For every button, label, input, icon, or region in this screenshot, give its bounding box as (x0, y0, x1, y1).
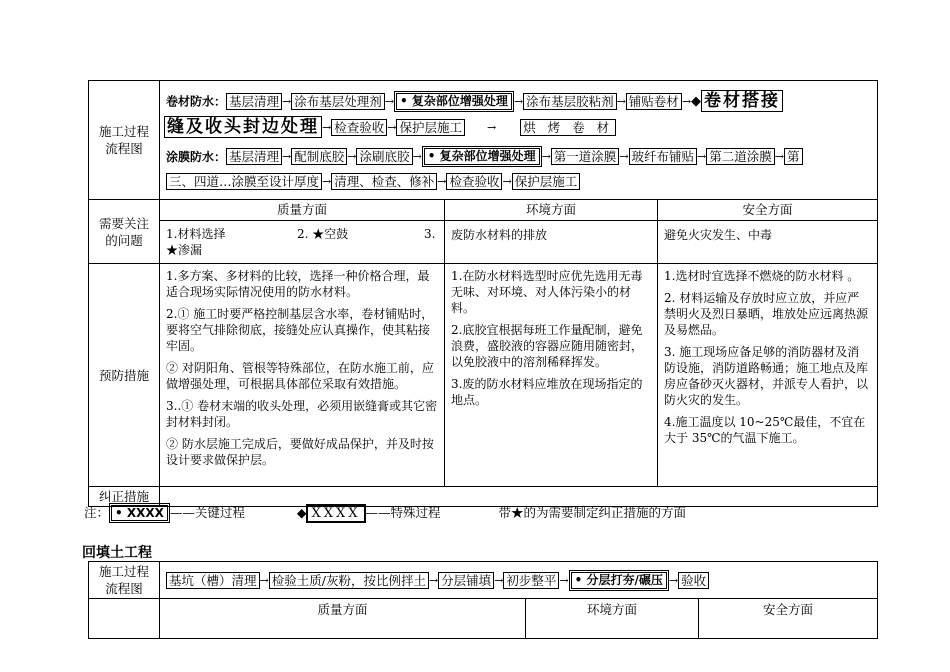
arrow-icon: → (541, 150, 551, 163)
flow-step: 清理、检查、修补 (331, 173, 437, 190)
arrow-icon: → (282, 94, 292, 108)
waterproof-table (88, 80, 878, 507)
flow-step: 基层清理 (226, 148, 282, 165)
film-flow-row (166, 146, 803, 166)
arrow-icon: → (774, 150, 784, 163)
backfill-environment-header: 环境方面 (526, 599, 699, 639)
flow-step: 涂布基层胶粘剂 (523, 93, 617, 110)
backfill-flowchart (160, 562, 878, 599)
flow-step: 涂刷底胶 (356, 148, 412, 165)
arrow-icon: → (259, 573, 269, 587)
flow-step: 分层铺填 (438, 572, 494, 589)
flow-step: 三、四道…涂膜至设计厚度 (166, 173, 322, 190)
concerns-label: 需要关注的问题 (89, 200, 160, 264)
flow-label: 施工过程流程图 (89, 81, 160, 200)
quality-header: 质量方面 (160, 200, 444, 221)
arrow-icon: → (387, 120, 397, 134)
flow-step: 保护层施工 (512, 173, 581, 190)
arrow-icon: → (494, 573, 504, 587)
correction-label: 纠正措施 (89, 487, 160, 507)
arrow-icon: → (619, 150, 629, 163)
flow-step: 基层清理 (226, 93, 282, 110)
backfill-title: 回填土工程 (82, 545, 152, 561)
prevention-item: 3.废的防水材料应堆放在现场指定的地点。 (451, 377, 643, 407)
quality-item: 3. (424, 227, 436, 241)
arrow-icon: → (513, 94, 524, 108)
prevention-item: 1.在防水材料选型时应优先选用无毒无味、对环境、对人体污染小的材料。 (451, 269, 643, 315)
arrow-icon: → (322, 120, 332, 134)
flow-step: 保护层施工 (396, 119, 465, 136)
legend-note (84, 503, 686, 523)
key-process-step: • 分层打夯/碾压 (569, 570, 669, 591)
environment-concern-cell (445, 200, 658, 264)
special-process-legend-box: XXXX (306, 504, 365, 523)
prevention-item: 2.底胶宜根据每班工作量配制，避免浪费，盛胶液的容器应随用随密封，以免胶液中的溶剂稀释挥发。 (451, 323, 644, 369)
quality-item: 2. ★空鼓 (297, 227, 349, 241)
arrow-icon: → (322, 175, 332, 188)
arrow-icon: → (668, 573, 679, 587)
arrow-icon: → (486, 120, 497, 134)
flow-step: 第二道涂膜 (706, 148, 775, 165)
arrow-icon: → (412, 150, 422, 163)
prevention-item: 3..① 卷材末端的收头处理，必须用嵌缝膏或其它密封材料封闭。 (166, 399, 438, 429)
diamond-icon: ◆ (296, 505, 307, 520)
special-process-step: 缝及收头封边处理 (164, 116, 322, 138)
prevention-item: 1.选材时宜选择不燃烧的防水材料 。 (664, 269, 860, 283)
prevention-item: 4.施工温度以 10~25℃最佳，不宜在大于 35℃的气温下施工。 (664, 415, 866, 445)
arrow-icon: → (384, 94, 394, 108)
key-process-legend-box: • XXXX (109, 503, 170, 523)
flow-step: 配制底胶 (291, 148, 347, 165)
quality-item: 1.材料选择 (166, 227, 226, 241)
special-process-step: 卷材搭接 (701, 90, 783, 112)
prevention-item: 2. 材料运输及存放时应立放，并应严禁明火及烈日暴晒，堆放处应远离热源及易燃品。 (664, 291, 869, 337)
backfill-empty-label (89, 599, 160, 639)
prevention-label: 预防措施 (89, 264, 160, 487)
backfill-table (88, 561, 878, 639)
arrow-icon: → (437, 175, 447, 188)
note-prefix: 注： (84, 505, 110, 520)
backfill-safety-header: 安全方面 (699, 599, 878, 639)
star-legend-text: 带★的为需要制定纠正措施的方面 (498, 505, 687, 520)
arrow-icon: → (559, 573, 569, 587)
prevention-item: 3. 施工现场应备足够的消防器材及消防设施，消防道路畅通；施工地点及库房应备砂灭火器材，并派专人看护，以防火灾的发生。 (664, 345, 869, 407)
arrow-icon: → (697, 150, 707, 163)
environment-concern: 废防水材料的排放 (451, 228, 548, 242)
flow-step: 检查验收 (331, 119, 387, 136)
key-process-step: • 复杂部位增强处理 (394, 91, 514, 112)
safety-header: 安全方面 (658, 200, 877, 221)
special-process-legend-text: ——特殊过程 (365, 505, 441, 520)
arrow-icon: → (428, 573, 439, 587)
flow-step: 玻纤布铺贴 (629, 148, 698, 165)
arrow-icon: → (347, 150, 357, 163)
roll-flow-row (166, 90, 783, 110)
flow-step: 检验土质/灰粉，按比例拌土 (269, 572, 429, 589)
prevention-item: 2.① 施工时要严格控制基层含水率，卷材铺贴时，要将空气排除彻底，接缝处应认真操作，使其粘接牢固。 (166, 307, 434, 353)
arrow-icon: → (681, 94, 692, 108)
arrow-icon: → (282, 150, 292, 163)
flow-step: 第 (784, 148, 803, 165)
safety-concern: 避免火灾发生、中毒 (664, 228, 773, 242)
film-category: 涂膜防水： (166, 150, 227, 164)
arrow-icon: → (502, 175, 512, 188)
safety-concern-cell (658, 200, 878, 264)
prevention-environment-cell (445, 264, 658, 487)
flow-step: 基坑（槽）清理 (166, 572, 260, 589)
prevention-item: ② 对阴阳角、管根等特殊部位，在防水施工前，应做增强处理，可根据具体部位采取有效措施。 (166, 361, 434, 391)
prevention-item: 1.多方案、多材料的比较，选择一种价格合理，最适合现场实际情况使用的防水材料。 (166, 269, 430, 299)
flow-step: 检查验收 (446, 173, 502, 190)
diamond-icon: ◆ (691, 93, 702, 109)
prevention-safety-cell (658, 264, 878, 487)
backfill-flow-label: 施工过程流程图 (89, 562, 160, 599)
film-flow-row-2 (166, 173, 580, 193)
flowchart-area (160, 81, 878, 200)
roll-category: 卷材防水： (166, 94, 227, 109)
key-process-legend-text: ——关键过程 (169, 505, 245, 520)
key-process-step: • 复杂部位增强处理 (422, 146, 542, 167)
flow-step: 铺贴卷材 (626, 93, 682, 110)
prevention-item: ② 防水层施工完成后，要做好成品保护，并及时按设计要求做保护层。 (166, 437, 434, 467)
arrow-icon: → (616, 94, 626, 108)
quality-item: ★渗漏 (166, 243, 203, 257)
prevention-quality-cell (160, 264, 445, 487)
environment-header: 环境方面 (445, 200, 657, 221)
flow-step: 涂布基层处理剂 (291, 93, 385, 110)
flow-step: 验收 (678, 572, 709, 589)
backfill-quality-header: 质量方面 (160, 599, 526, 639)
roll-flow-row-2 (164, 116, 616, 136)
flow-step: 烘 烤 卷 材 (520, 119, 616, 136)
quality-concern-cell (160, 200, 445, 264)
flow-step: 初步整平 (503, 572, 559, 589)
flow-step: 第一道涂膜 (551, 148, 620, 165)
